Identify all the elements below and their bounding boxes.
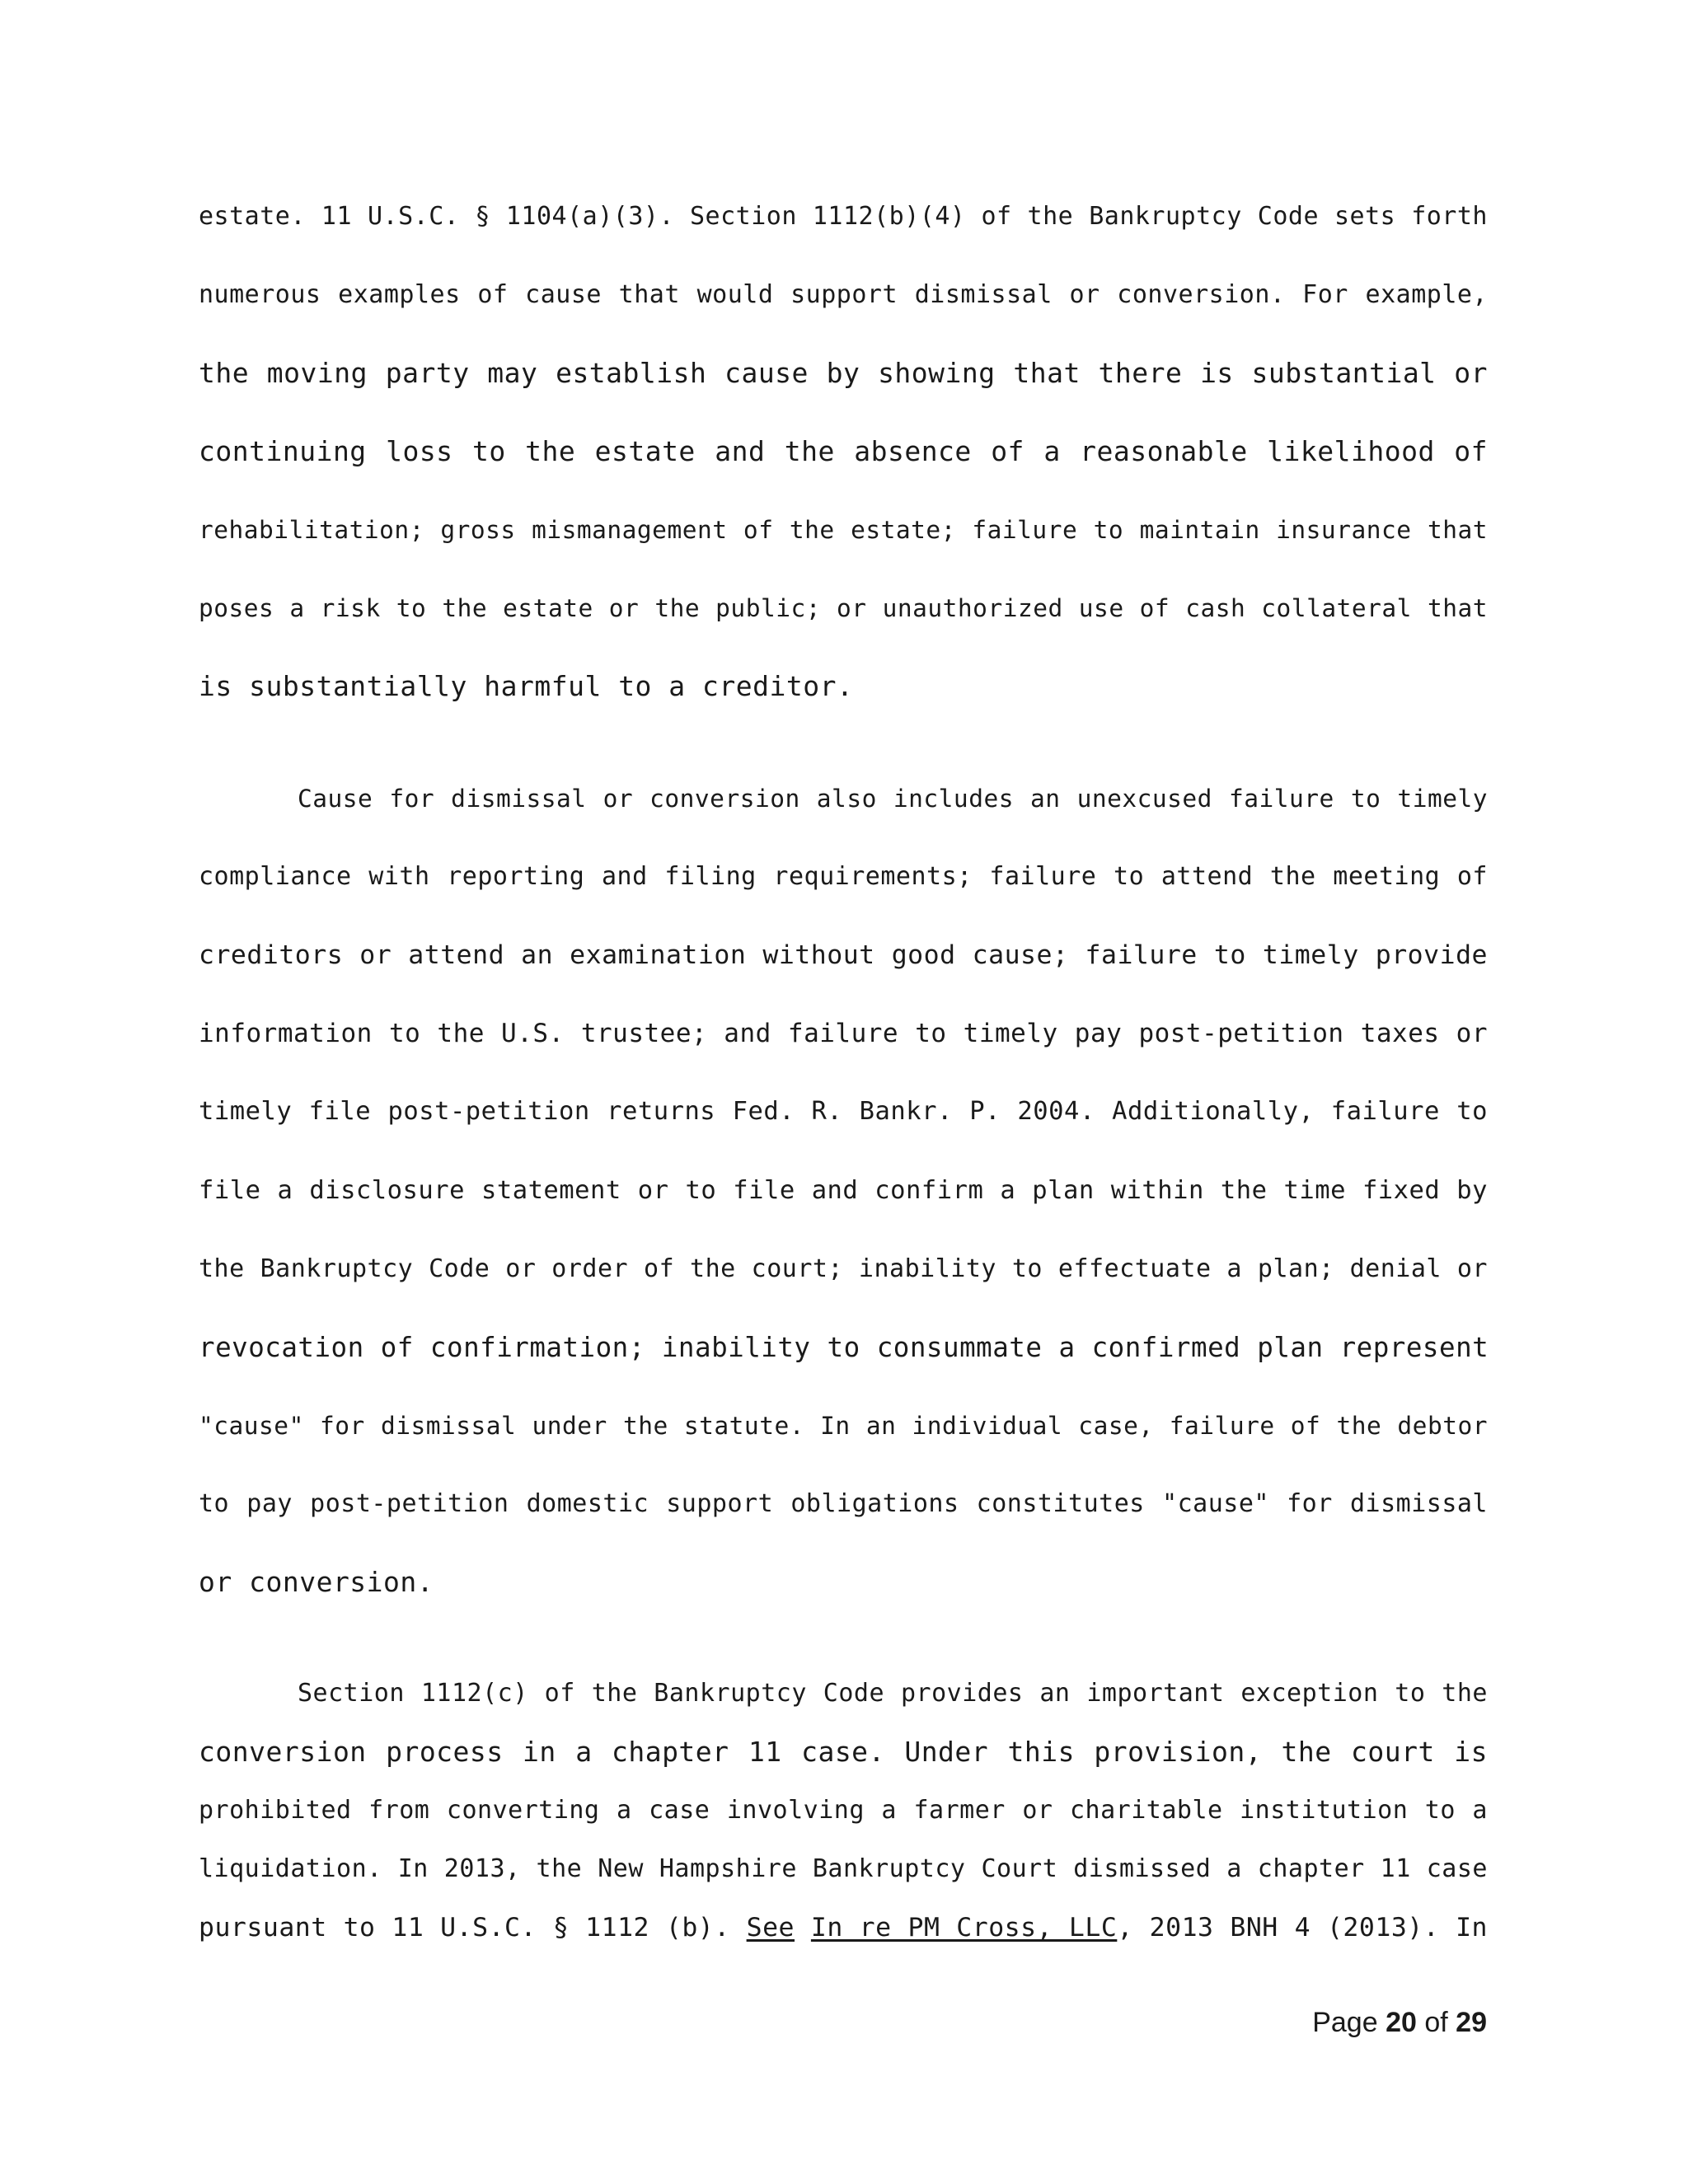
text-line: revocation of confirmation; inability to consummate a confirmed plan represent [199, 1332, 1489, 1363]
page-footer [1312, 2007, 1487, 2039]
text-line: poses a risk to the estate or the public; or unauthorized use of cash collateral that [199, 594, 1488, 622]
text-line: the moving party may establish cause by showing that there is substantial or [199, 357, 1488, 389]
text-line: timely file post-petition returns Fed. R. Bankr. P. 2004. Additionally, failure to [199, 1097, 1488, 1126]
page-number: 20 [1386, 2007, 1417, 2038]
text-line: Section 1112(c) of the Bankruptcy Code provides an important exception to the [298, 1679, 1488, 1708]
text-line: to pay post-petition domestic support obligations constitutes "cause" for dismissal [199, 1489, 1488, 1518]
text-line: prohibited from converting a case involving a farmer or charitable institution to a [199, 1796, 1488, 1825]
text-line: numerous examples of cause that would support dismissal or conversion. For example, [199, 280, 1488, 309]
text-line: is substantially harmful to a creditor. [199, 670, 854, 702]
text-segment: pursuant to 11 U.S.C. § 1112 (b). [199, 1913, 747, 1943]
citation-signal: See [746, 1913, 795, 1943]
text-line: continuing loss to the estate and the absence of a reasonable likelihood of [199, 435, 1488, 467]
text-line: file a disclosure statement or to file and confirm a plan within the time fixed by [199, 1176, 1488, 1205]
page-label: Page [1312, 2007, 1378, 2038]
text-line: conversion process in a chapter 11 case. Under this provision, the court is [199, 1736, 1488, 1768]
text-segment: , 2013 BNH 4 (2013). In [1117, 1913, 1489, 1943]
text-line [199, 1911, 1488, 1944]
text-line: information to the U.S. trustee; and failure to timely pay post-petition taxes or [199, 1019, 1488, 1048]
text-line: or conversion. [199, 1566, 434, 1598]
case-citation: In re PM Cross, LLC [810, 1913, 1118, 1943]
text-segment [795, 1913, 811, 1943]
text-line: Cause for dismissal or conversion also includes an unexcused failure to timely [298, 785, 1488, 813]
text-line: rehabilitation; gross mismanagement of the estate; failure to maintain insurance that [199, 516, 1488, 544]
text-line: "cause" for dismissal under the statute. In an individual case, failure of the debtor [199, 1412, 1488, 1440]
text-line: estate. 11 U.S.C. § 1104(a)(3). Section 1112(b)(4) of the Bankruptcy Code sets forth [199, 202, 1488, 231]
text-line: the Bankruptcy Code or order of the court; inability to effectuate a plan; denial or [199, 1254, 1488, 1283]
of-label: of [1424, 2007, 1448, 2038]
text-line: compliance with reporting and filing requirements; failure to attend the meeting of [199, 862, 1488, 891]
text-line: liquidation. In 2013, the New Hampshire Bankruptcy Court dismissed a chapter 11 case [199, 1854, 1488, 1883]
page-total: 29 [1456, 2007, 1487, 2038]
text-line: creditors or attend an examination without good cause; failure to timely provide [199, 940, 1488, 970]
